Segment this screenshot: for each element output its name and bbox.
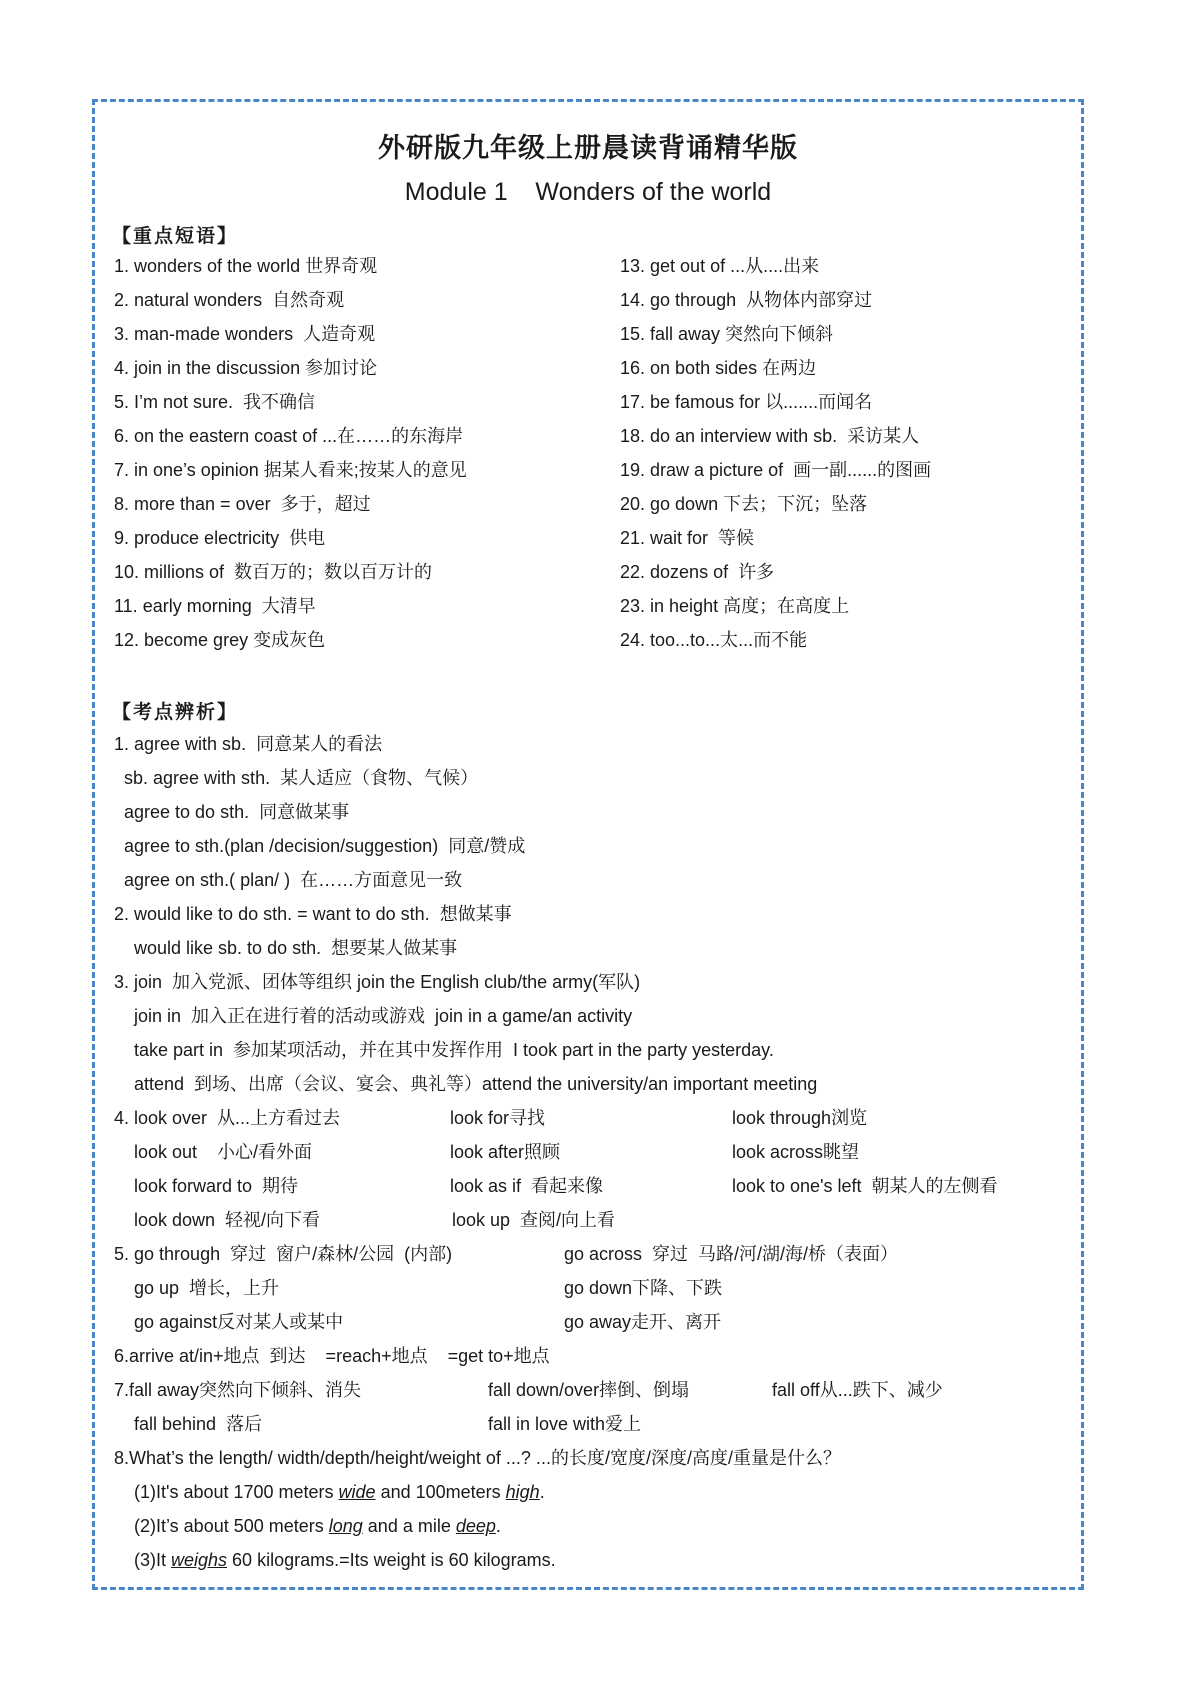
point-cell: fall behind 落后: [134, 1414, 263, 1434]
phrase-item: 24. too...to...太...而不能: [620, 630, 808, 650]
phrase-item: 10. millions of 数百万的；数以百万计的: [114, 562, 433, 582]
page-title: 外研版九年级上册晨读背诵精华版: [378, 133, 798, 163]
phrase-item: 12. become grey 变成灰色: [114, 630, 326, 650]
phrase-item: 2. natural wonders 自然奇观: [114, 290, 345, 310]
phrase-item: 5. I’m not sure. 我不确信: [114, 392, 316, 412]
point-line: agree on sth.( plan/ ) 在……方面意见一致: [124, 870, 463, 890]
phrase-item: 9. produce electricity 供电: [114, 528, 326, 548]
point-line: 2. would like to do sth. = want to do sth. 想做某事: [114, 904, 512, 924]
point-cell: 7.fall away突然向下倾斜、消失: [114, 1380, 362, 1400]
phrase-item: 1. wonders of the world 世界奇观: [114, 256, 378, 276]
point-cell: look as if 看起来像: [450, 1176, 604, 1196]
point-cell: look forward to 期待: [134, 1176, 299, 1196]
point-cell: look up 查阅/向上看: [452, 1210, 616, 1230]
phrase-item: 11. early morning 大清早: [114, 596, 316, 616]
point-line: agree to sth.(plan /decision/suggestion) 同意/赞成: [124, 836, 526, 856]
point-line: 6.arrive at/in+地点 到达 =reach+地点 =get to+地点: [114, 1346, 550, 1366]
point-cell: 5. go through 穿过 窗户/森林/公园 (内部): [114, 1244, 453, 1264]
point-cell: fall in love with爱上: [488, 1414, 642, 1434]
section-heading-phrases: 【重点短语】: [112, 226, 239, 247]
point-cell: look to one's left 朝某人的左侧看: [732, 1176, 998, 1196]
point-cell: go away走开、离开: [564, 1312, 722, 1332]
point-line: attend 到场、出席（会议、宴会、典礼等）attend the university/an important meeting: [134, 1074, 818, 1094]
point-line: agree to do sth. 同意做某事: [124, 802, 350, 822]
point-cell: look through浏览: [732, 1108, 868, 1128]
phrase-item: 13. get out of ...从....出来: [620, 256, 820, 276]
phrase-item: 21. wait for 等候: [620, 528, 755, 548]
phrase-item: 17. be famous for 以.......而闻名: [620, 392, 873, 412]
point-cell: go across 穿过 马路/河/湖/海/桥（表面）: [564, 1244, 899, 1264]
phrase-item: 15. fall away 突然向下倾斜: [620, 324, 834, 344]
example-sentence: (1)It's about 1700 meters wide and 100meters high.: [134, 1482, 545, 1502]
point-cell: look after照顾: [450, 1142, 561, 1162]
point-cell: go against反对某人或某中: [134, 1312, 344, 1332]
point-cell: go up 增长，上升: [134, 1278, 280, 1298]
phrase-item: 3. man-made wonders 人造奇观: [114, 324, 376, 344]
phrase-item: 14. go through 从物体内部穿过: [620, 290, 873, 310]
phrase-item: 18. do an interview with sb. 采访某人: [620, 426, 920, 446]
point-line: 1. agree with sb. 同意某人的看法: [114, 734, 383, 754]
point-cell: fall down/over摔倒、倒塌: [488, 1380, 690, 1400]
phrase-item: 23. in height 高度；在高度上: [620, 596, 850, 616]
phrase-item: 22. dozens of 许多: [620, 562, 775, 582]
point-cell: 4. look over 从...上方看过去: [114, 1108, 341, 1128]
phrase-item: 19. draw a picture of 画一副......的图画: [620, 460, 932, 480]
point-line: 3. join 加入党派、团体等组织 join the English club/the army(军队): [114, 972, 641, 992]
point-cell: look down 轻视/向下看: [134, 1210, 321, 1230]
module-subtitle: Module 1 Wonders of the world: [404, 178, 772, 206]
point-cell: go down下降、下跌: [564, 1278, 723, 1298]
point-line: take part in 参加某项活动，并在其中发挥作用 I took part in the party yesterday.: [134, 1040, 774, 1060]
section-heading-analysis: 【考点辨析】: [112, 702, 239, 723]
phrase-item: 6. on the eastern coast of ...在……的东海岸: [114, 426, 464, 446]
example-sentence: (2)It’s about 500 meters long and a mile deep.: [134, 1516, 501, 1536]
phrase-item: 16. on both sides 在两边: [620, 358, 817, 378]
phrase-item: 7. in one’s opinion 据某人看来;按某人的意见: [114, 460, 467, 480]
point-line: join in 加入正在进行着的活动或游戏 join in a game/an activity: [134, 1006, 633, 1026]
point-line: sb. agree with sth. 某人适应（食物、气候）: [124, 768, 479, 788]
point-cell: look across眺望: [732, 1142, 860, 1162]
point-line: 8.What’s the length/ width/depth/height/weight of ...? ...的长度/宽度/深度/高度/重量是什么？: [114, 1448, 841, 1468]
point-cell: fall off从...跌下、减少: [772, 1380, 943, 1400]
phrase-item: 4. join in the discussion 参加讨论: [114, 358, 378, 378]
point-cell: look for寻找: [450, 1108, 546, 1128]
phrase-item: 8. more than = over 多于，超过: [114, 494, 371, 514]
point-cell: look out 小心/看外面: [134, 1142, 313, 1162]
point-line: would like sb. to do sth. 想要某人做某事: [134, 938, 458, 958]
phrase-item: 20. go down 下去；下沉；坠落: [620, 494, 868, 514]
example-sentence: (3)It weighs 60 kilograms.=Its weight is 60 kilograms.: [134, 1550, 556, 1570]
